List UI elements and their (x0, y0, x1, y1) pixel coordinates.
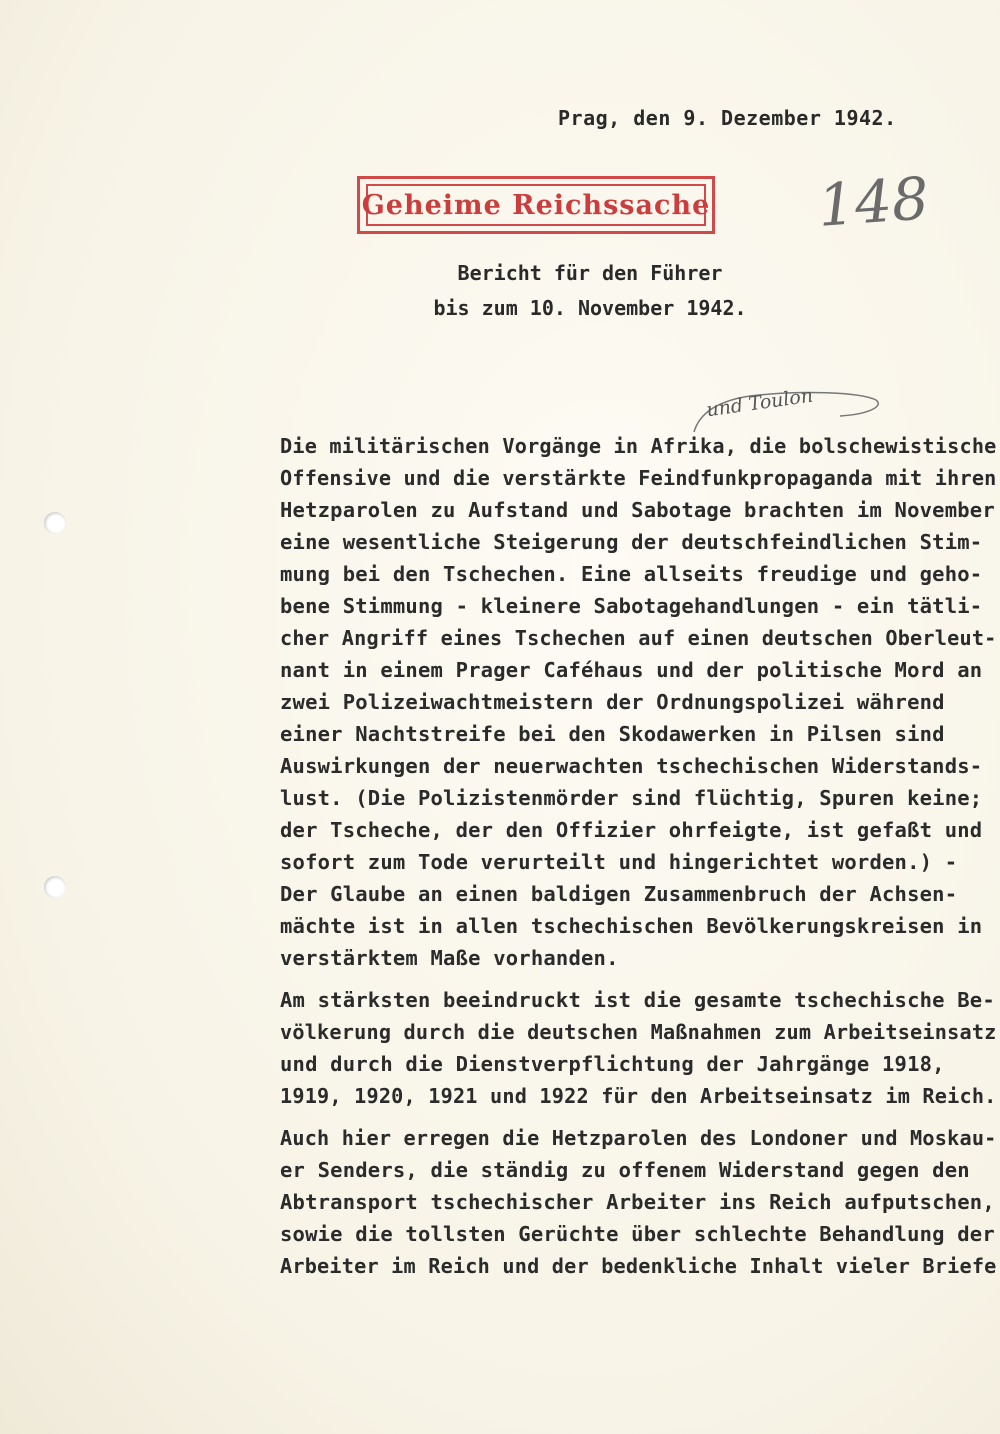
dateline: Prag, den 9. Dezember 1942. (558, 106, 897, 130)
report-title-line: Bericht für den Führer (457, 261, 723, 285)
text-line: eine wesentliche Steigerung der deutschfeindlichen Stim- (280, 530, 983, 554)
text-line: sowie die tollsten Gerüchte über schlechte Behandlung der (280, 1222, 995, 1246)
text-line: Am stärksten beeindruckt ist die gesamte tschechische Be- (280, 988, 995, 1012)
handwritten-insert (690, 384, 885, 434)
punch-hole-bottom (44, 876, 66, 898)
text-line: mung bei den Tschechen. Eine allseits freudige und geho- (280, 562, 983, 586)
handwritten-insert-text: und Toulon (704, 384, 815, 422)
text-line: nant in einem Prager Caféhaus und der politische Mord an (280, 658, 983, 682)
text-line: völkerung durch die deutschen Maßnahmen zum Arbeitseinsatz (280, 1020, 997, 1044)
stamp-text: Geheime Reichssache (361, 189, 711, 221)
text-line: cher Angriff eines Tschechen auf einen deutschen Oberleut- (280, 626, 997, 650)
report-title (380, 256, 800, 326)
secret-stamp (357, 176, 715, 234)
text-line: Auch hier erregen die Hetzparolen des Londoner und Moskau- (280, 1126, 997, 1150)
folio-number-text: 148 (815, 164, 931, 240)
text-line: mächte ist in allen tschechischen Bevölkerungskreisen in (280, 914, 983, 938)
text-line: sofort zum Tode verurteilt und hingerichtet worden.) - (280, 850, 958, 874)
text-line: verstärktem Maße vorhanden. (280, 946, 619, 970)
text-line: 1919, 1920, 1921 und 1922 für den Arbeitseinsatz im Reich. (280, 1084, 997, 1108)
text-line: bene Stimmung - kleinere Sabotagehandlungen - ein tätli- (280, 594, 983, 618)
text-line: Abtransport tschechischer Arbeiter ins Reich aufputschen, (280, 1190, 995, 1214)
text-line: er Senders, die ständig zu offenem Widerstand gegen den (280, 1158, 970, 1182)
text-line: Offensive und die verstärkte Feindfunkpropaganda mit ihren (280, 466, 997, 490)
text-line: der Tscheche, der den Offizier ohrfeigte, ist gefaßt und (280, 818, 983, 842)
text-line: lust. (Die Polizistenmörder sind flüchtig, Spuren keine; (280, 786, 983, 810)
text-line: einer Nachtstreife bei den Skodawerken in Pilsen sind (280, 722, 945, 746)
text-line: Die militärischen Vorgänge in Afrika, die bolschewistische (280, 434, 997, 458)
text-line: Hetzparolen zu Aufstand und Sabotage brachten im November (280, 498, 995, 522)
punch-hole-top (44, 512, 66, 534)
text-line: Der Glaube an einen baldigen Zusammenbruch der Achsen- (280, 882, 958, 906)
text-line: zwei Polizeiwachtmeistern der Ordnungspolizei während (280, 690, 945, 714)
text-line: Auswirkungen der neuerwachten tschechischen Widerstands- (280, 754, 983, 778)
folio-number (815, 164, 931, 248)
text-line: und durch die Dienstverpflichtung der Jahrgänge 1918, (280, 1052, 945, 1076)
report-title-line: bis zum 10. November 1942. (433, 296, 747, 320)
text-line: Arbeiter im Reich und der bedenkliche Inhalt vieler Briefe (280, 1254, 997, 1278)
